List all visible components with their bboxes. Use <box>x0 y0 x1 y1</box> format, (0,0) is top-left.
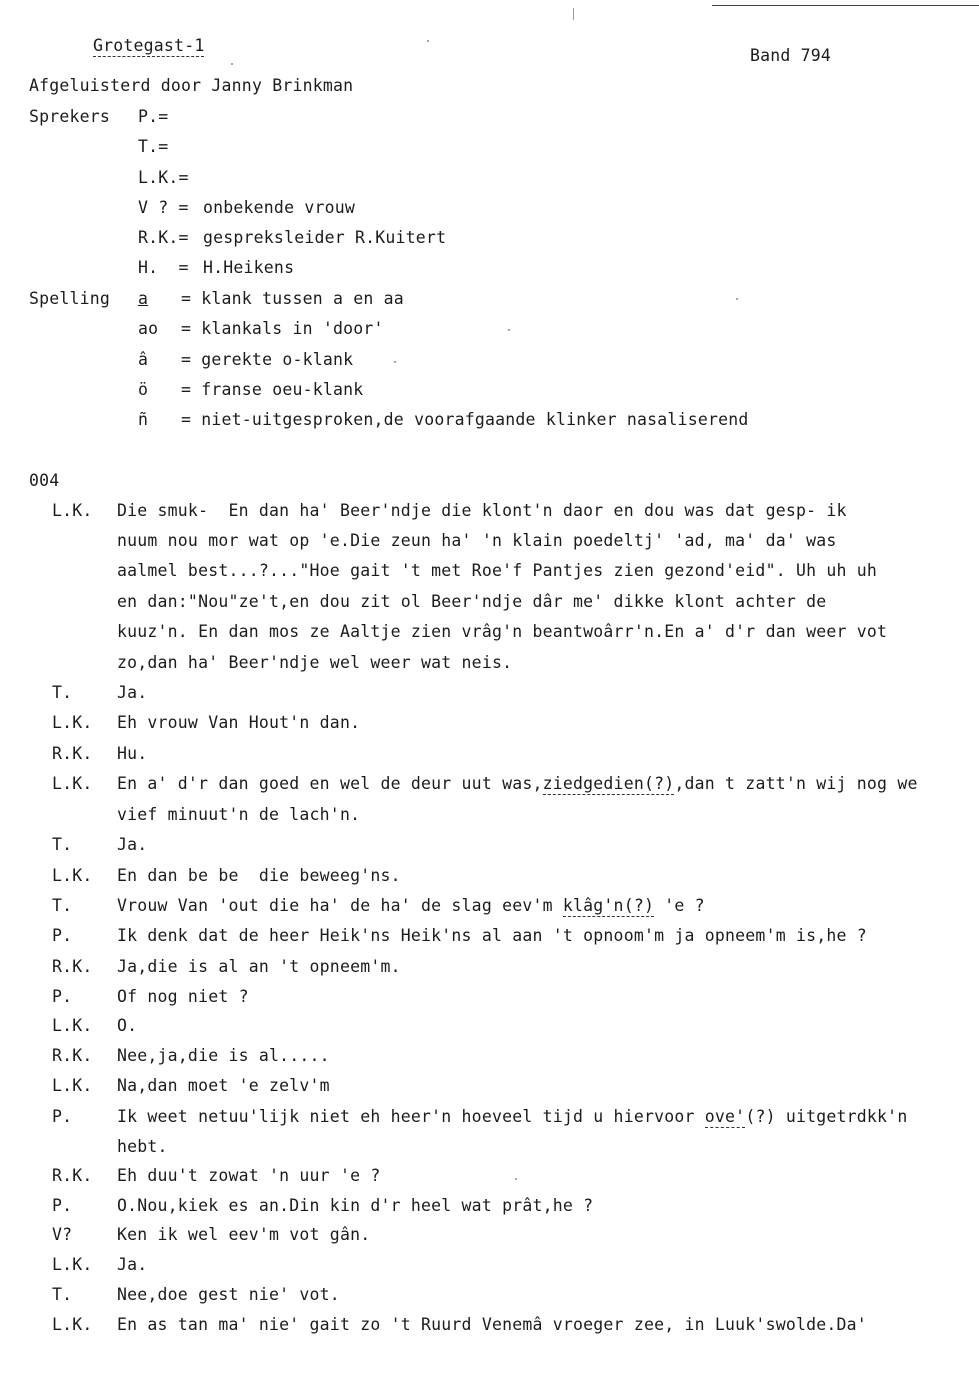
speaker-label: V? <box>52 1225 73 1244</box>
utterance-line: En a' d'r dan goed en wel de deur uut was,ziedgedien(?),dan t zatt'n wij nog we <box>117 774 918 793</box>
utterance-line: En dan be be die beweeg'ns. <box>117 866 401 885</box>
utterance-line: Ik weet netuu'lijk niet eh heer'n hoeveel tijd u hiervoor ove'(?) uitgetrdkk'n <box>117 1107 908 1126</box>
utterance-line: zo,dan ha' Beer'ndje wel weer wat neis. <box>117 653 513 672</box>
stray-dot <box>515 1178 517 1180</box>
utterance-line: O.Nou,kiek es an.Din kin d'r heel wat prât,he ? <box>117 1196 594 1215</box>
stray-dot <box>508 329 510 331</box>
utterance-line: kuuz'n. En dan mos ze Aaltje zien vrâg'n beantwoârr'n.En a' d'r dan weer vot <box>117 622 888 641</box>
utterance-line: Eh duu't zowat 'n uur 'e ? <box>117 1166 381 1185</box>
utterance-line: Ken ik wel eev'm vot gân. <box>117 1225 371 1244</box>
speaker-label: R.K. <box>52 957 93 976</box>
speaker-code: R.K.= <box>138 228 189 247</box>
utterance-line: hebt. <box>117 1137 168 1156</box>
speaker-label: P. <box>52 1107 73 1126</box>
utterance-line: Ja. <box>117 683 148 702</box>
speaker-code: H. = <box>138 258 189 277</box>
utterance-line: aalmel best...?..."Hoe gait 't met Roe'f Pantjes zien gezond'eid". Uh uh uh <box>117 561 878 580</box>
uncertain-word: ove' <box>704 1107 746 1126</box>
speaker-label: L.K. <box>52 713 93 732</box>
spelling-symbol: ñ <box>138 410 149 429</box>
spelling-symbol: a <box>138 289 149 308</box>
utterance-line: Nee,doe gest nie' vot. <box>117 1285 340 1304</box>
spelling-desc: = klankals in 'door' <box>181 319 384 338</box>
speaker-desc: onbekende vrouw <box>203 198 356 217</box>
utterance-line: Nee,ja,die is al..... <box>117 1046 330 1065</box>
speaker-code: V ? = <box>138 198 189 217</box>
speaker-label: T. <box>52 896 73 915</box>
speaker-label: P. <box>52 1196 73 1215</box>
utterance-line: en dan:"Nou"ze't,en dou zit ol Beer'ndje dâr me' dikke klont achter de <box>117 592 827 611</box>
spelling-desc: = franse oeu-klank <box>181 380 364 399</box>
speakers-label: Sprekers <box>29 107 111 126</box>
document-title: Grotegast-1 <box>93 36 205 55</box>
utterance-line: nuum nou mor wat op 'e.Die zeun ha' 'n klain poedeltj' 'ad, ma' da' was <box>117 531 837 550</box>
section-number: 004 <box>29 471 60 490</box>
speaker-desc: H.Heikens <box>203 258 295 277</box>
spelling-desc: = niet-uitgesproken,de voorafgaande klinker nasaliserend <box>181 410 749 429</box>
tape-number: Band 794 <box>750 46 832 65</box>
speaker-label: T. <box>52 835 73 854</box>
speaker-label: T. <box>52 1285 73 1304</box>
top-rule <box>712 5 979 6</box>
utterance-line: Ik denk dat de heer Heik'ns Heik'ns al aan 't opnoom'm ja opneem'm is,he ? <box>117 926 867 945</box>
utterance-line: En as tan ma' nie' gait zo 't Ruurd Venemâ vroeger zee, in Luuk'swolde.Da' <box>117 1315 867 1334</box>
speaker-label: L.K. <box>52 774 93 793</box>
stray-dot <box>394 361 396 363</box>
stray-dot <box>427 40 429 42</box>
speaker-code: P.= <box>138 107 169 126</box>
speaker-label: T. <box>52 683 73 702</box>
speaker-label: P. <box>52 987 73 1006</box>
utterance-line: Hu. <box>117 744 148 763</box>
utterance-line: Ja,die is al an 't opneem'm. <box>117 957 401 976</box>
stray-dot <box>231 63 233 65</box>
speaker-label: L.K. <box>52 866 93 885</box>
speaker-label: P. <box>52 926 73 945</box>
speaker-desc: gespreksleider R.Kuitert <box>203 228 447 247</box>
utterance-line: O. <box>117 1016 138 1035</box>
speaker-code: L.K.= <box>138 168 189 187</box>
spelling-symbol: ö <box>138 380 149 399</box>
stray-dot <box>736 298 738 300</box>
utterance-line: Of nog niet ? <box>117 987 249 1006</box>
transcriber-line: Afgeluisterd door Janny Brinkman <box>29 76 354 95</box>
spelling-symbol: ao <box>138 319 159 338</box>
utterance-line: Eh vrouw Van Hout'n dan. <box>117 713 361 732</box>
uncertain-word: klâg'n(?) <box>562 896 655 915</box>
utterance-line: Vrouw Van 'out die ha' de ha' de slag eev'm klâg'n(?) 'e ? <box>117 896 705 915</box>
speaker-label: L.K. <box>52 1076 93 1095</box>
spelling-label: Spelling <box>29 289 111 308</box>
pen-mark <box>573 8 574 20</box>
speaker-label: L.K. <box>52 1315 93 1334</box>
speaker-label: R.K. <box>52 744 93 763</box>
spelling-desc: = gerekte o-klank <box>181 350 354 369</box>
speaker-code: T.= <box>138 137 169 156</box>
speaker-label: L.K. <box>52 1255 93 1274</box>
speaker-label: L.K. <box>52 501 93 520</box>
utterance-line: Ja. <box>117 1255 148 1274</box>
spelling-desc: = klank tussen a en aa <box>181 289 404 308</box>
utterance-line: Ja. <box>117 835 148 854</box>
speaker-label: L.K. <box>52 1016 93 1035</box>
spelling-symbol: â <box>138 350 149 369</box>
uncertain-word: ziedgedien(?) <box>542 774 675 793</box>
speaker-label: R.K. <box>52 1166 93 1185</box>
utterance-line: Die smuk- En dan ha' Beer'ndje die klont'n daor en dou was dat gesp- ik <box>117 501 847 520</box>
utterance-line: Na,dan moet 'e zelv'm <box>117 1076 330 1095</box>
speaker-label: R.K. <box>52 1046 93 1065</box>
utterance-line: vief minuut'n de lach'n. <box>117 805 361 824</box>
